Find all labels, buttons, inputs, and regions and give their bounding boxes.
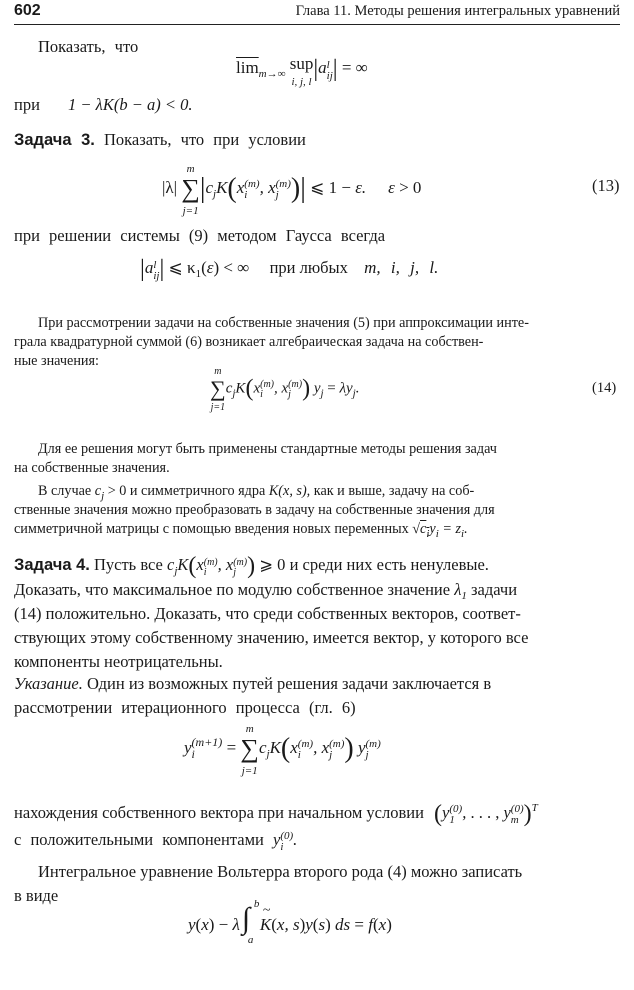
volterra-equation: y(x) − λ ∫ b a K ~ (x, s)y(s) ds = f(x) [188, 898, 392, 946]
volterra-line1: Интегральное уравнение Вольтерра второго рода (4) можно записать [38, 862, 523, 881]
small-par1-line2: грала квадратурной суммой (6) возникает алгебраическая задача на собствен- [14, 334, 484, 350]
hint-label: Указание. [14, 674, 83, 693]
small-par3-line2: ственные значения можно преобразовать в задачу на собственные значения для [14, 502, 495, 518]
small-par3-line1: В случае $c_j > 0$ и симметричного ядра K(x, s), как и выше, задачу на соб- [38, 483, 475, 502]
task3-text: Показать, что при условии [103, 130, 306, 149]
small-par1-line3: ные значения: [14, 353, 99, 369]
volterra-line2: в виде [14, 886, 59, 905]
when-word: при [14, 95, 40, 114]
task4-label: Задача 4. [14, 556, 90, 574]
for-any-text: при любых [269, 258, 348, 277]
eq14-number: (14) [592, 380, 617, 396]
small-par2-line1: Для ее решения могут быть применены стандартные методы решения задач [38, 441, 497, 457]
task4-line1: Задача 4. Пусть все $c_jK(x(m)$ i , x(m) j ) ⩾ 0 и среди них есть ненулевые. [14, 553, 489, 579]
bound-formula: |al ij| ⩽ $\kappa_1(\varepsilon)$ < ∞ при любых m, i, j, l. [140, 256, 439, 282]
finding-line: нахождения собственного вектора при начальном условии (y(0) 1 , . . . , y(0) m )$^T$ [14, 801, 538, 827]
task3-label: Задача 3. [14, 131, 95, 149]
small-par2-line2: на собственные значения. [14, 460, 170, 476]
hint-line2: рассмотрении итерационного процесса (гл. 6) [14, 698, 356, 717]
page-header [14, 2, 620, 24]
eq13-number: (13) [592, 176, 620, 195]
task4-line3: (14) положительно. Доказать, что среди собственных векторов, соответ- [14, 604, 521, 623]
condition-line [14, 95, 192, 115]
condition-formula: 1 − λK(b − a) < 0. [68, 95, 193, 114]
small-par3-line3: симметричной матрицы с помощью введения новых переменных $√c_iy_i = z_i$. [14, 521, 468, 540]
limsup-formula: $\overline{lim}_{m\to\infty}$ sup i, j, l|al ij| = ∞ [236, 54, 368, 88]
hint-line1: Указание. Один из возможных путей решения задачи заключается в [14, 674, 492, 693]
task3-continued: при решении системы (9) методом Гаусса всегда [14, 226, 386, 245]
equation-13: |λ| m ∑ $j=1|c_jK(x(m)$ i , x(m) j )| ⩽ 1 − ε. ε > 0 [162, 163, 422, 217]
show-that-text: Показать, что [38, 37, 139, 56]
task4-line2: Доказать, что максимальное по модулю собственное значение $\lambda_1$ задачи [14, 580, 518, 602]
for-any-vars: m, i, j, l. [364, 258, 439, 277]
positive-line: с положительными компонентами y(0) i . [14, 830, 298, 853]
task4-line5: компоненты неотрицательны. [14, 652, 223, 671]
header-rule [14, 24, 620, 25]
iteration-formula: y(m+1) i = m ∑ $j=1c_jK(x(m)$ i , x(m) j ) y(m) j [184, 723, 381, 777]
page-number: 602 [14, 2, 41, 19]
task4-line4: ствующих этому собственному значению, имеется вектор, у которого все [14, 628, 529, 647]
task3-line [14, 130, 306, 150]
equation-14: m ∑ $j=1c_jK(x(m)$ i , x(m) j ) $y_j = \lambda y_j$. [210, 366, 360, 413]
running-title: Глава 11. Методы решения интегральных уравнений [295, 3, 620, 19]
small-par1-line1: При рассмотрении задачи на собственные значения (5) при аппроксимации инте- [38, 315, 529, 331]
